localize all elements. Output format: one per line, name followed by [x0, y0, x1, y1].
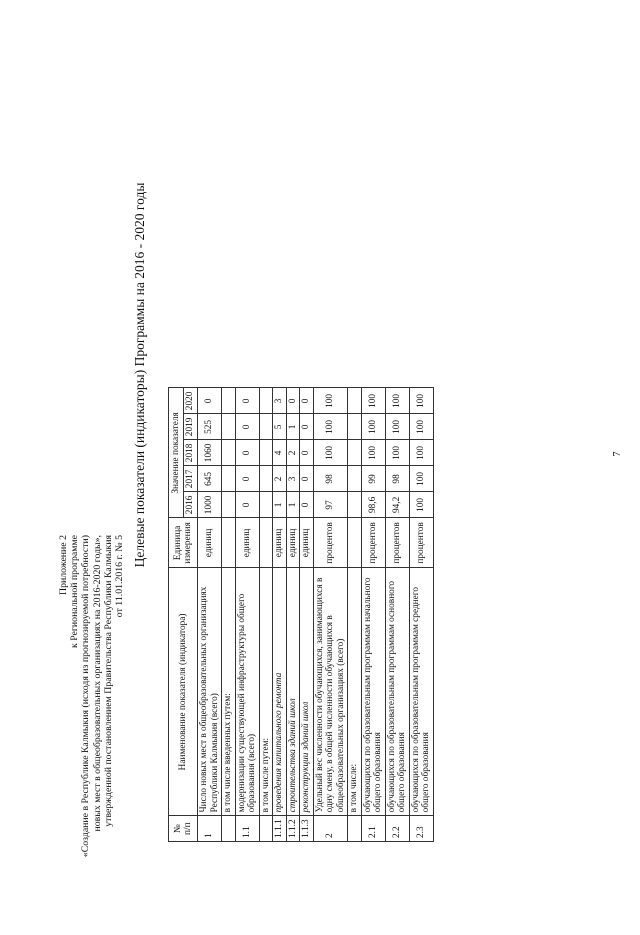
table-row — [361, 388, 385, 842]
value-cell: 1 — [273, 492, 287, 518]
value-cell: 100 — [409, 466, 433, 492]
row-number: 1.1 — [235, 816, 259, 842]
indicator-name: обучающихся по образовательным программам начального общего образования — [361, 568, 385, 816]
value-cell: 0 — [235, 466, 259, 492]
value-cell — [222, 440, 236, 466]
value-cell: 100 — [409, 440, 433, 466]
header-num-text: № п/п — [172, 822, 193, 835]
indicator-name: реконструкции зданий школ — [300, 568, 314, 816]
value-cell: 98,6 — [361, 492, 385, 518]
document-title: Целевые показатели (индикаторы) Программы на 2016 - 2020 годы — [132, 182, 147, 568]
value-cell: 1 — [286, 492, 300, 518]
header-unit: Единица измерения — [169, 518, 198, 568]
value-cell: 100 — [385, 414, 409, 440]
header-year: 2018 — [183, 440, 198, 466]
unit-cell: единиц — [198, 518, 222, 568]
unit-cell: процентов — [361, 518, 385, 568]
value-cell: 5 — [273, 414, 287, 440]
value-cell: 100 — [361, 440, 385, 466]
value-cell: 3 — [286, 466, 300, 492]
row-number: 2 — [313, 816, 348, 842]
value-cell: 2 — [273, 466, 287, 492]
value-cell: 4 — [273, 440, 287, 466]
value-cell — [348, 466, 362, 492]
value-cell — [348, 492, 362, 518]
table-row — [235, 388, 259, 842]
unit-cell: единиц — [286, 518, 300, 568]
value-cell — [259, 414, 273, 440]
header-num — [169, 816, 198, 842]
value-cell — [259, 466, 273, 492]
header-year: 2019 — [183, 414, 198, 440]
indicator-name: проведения капитального ремонта — [273, 568, 287, 816]
indicator-name: модернизации существующей инфраструктуры общего образования (всего) — [235, 568, 259, 816]
value-cell — [259, 440, 273, 466]
row-number: 2.1 — [361, 816, 385, 842]
value-cell: 2 — [286, 440, 300, 466]
row-number: 1.1.3 — [300, 816, 314, 842]
unit-cell — [348, 518, 362, 568]
unit-cell: единиц — [273, 518, 287, 568]
unit-cell: процентов — [385, 518, 409, 568]
indicators-table — [168, 387, 434, 842]
table-row — [198, 388, 222, 842]
value-cell: 100 — [409, 414, 433, 440]
unit-cell — [222, 518, 236, 568]
unit-cell: единиц — [235, 518, 259, 568]
table-row — [385, 388, 409, 842]
unit-cell: процентов — [313, 518, 348, 568]
value-cell: 0 — [300, 414, 314, 440]
value-cell: 100 — [385, 388, 409, 414]
value-cell: 100 — [313, 388, 348, 414]
indicator-name: обучающихся по образовательным программам среднего общего образования — [409, 568, 433, 816]
value-cell: 0 — [286, 388, 300, 414]
table-row — [300, 388, 314, 842]
indicator-name: в том числе: — [348, 568, 362, 816]
table-row — [222, 388, 236, 842]
value-cell: 1000 — [198, 492, 222, 518]
value-cell: 0 — [300, 492, 314, 518]
value-cell — [259, 388, 273, 414]
value-cell: 100 — [313, 440, 348, 466]
value-cell: 0 — [300, 388, 314, 414]
row-number: 2.3 — [409, 816, 433, 842]
value-cell: 0 — [300, 440, 314, 466]
indicator-name: в том числе путем: — [259, 568, 273, 816]
indicator-name: Число новых мест в общеобразовательных организациях Республики Калмыкия (всего) — [198, 568, 222, 816]
header-name: Наименование показателя (индикатора) — [169, 568, 198, 816]
header-year: 2017 — [183, 466, 198, 492]
value-cell: 94,2 — [385, 492, 409, 518]
value-cell: 0 — [198, 388, 222, 414]
annex-line: новых мест в общеобразовательных организациях на 2016-2020 годы», — [91, 535, 103, 832]
annex-line: утвержденной постановлением Правительства Республики Калмыкия — [102, 535, 114, 827]
value-cell — [259, 492, 273, 518]
annex-line: «Создание в Республике Калмыкия (исходя из прогнозируемой потребности) — [80, 535, 92, 858]
value-cell: 100 — [385, 440, 409, 466]
indicator-name: в том числе введенных путем: — [222, 568, 236, 816]
table-row — [313, 388, 348, 842]
row-number — [222, 816, 236, 842]
table-row — [286, 388, 300, 842]
row-number — [348, 816, 362, 842]
annex-line: Приложение 2 — [58, 535, 69, 595]
row-number: 1.1.1 — [273, 816, 287, 842]
annex-line: к Региональной программе — [69, 535, 81, 648]
value-cell — [222, 492, 236, 518]
row-number: 1.1.2 — [286, 816, 300, 842]
unit-cell — [259, 518, 273, 568]
value-cell: 0 — [235, 414, 259, 440]
value-cell: 100 — [313, 414, 348, 440]
unit-cell: процентов — [409, 518, 433, 568]
value-cell: 0 — [300, 466, 314, 492]
row-number: 2.2 — [385, 816, 409, 842]
value-cell: 645 — [198, 466, 222, 492]
table-row — [409, 388, 433, 842]
value-cell: 99 — [361, 466, 385, 492]
unit-cell: единиц — [300, 518, 314, 568]
indicator-name: Удельный вес численности обучающихся, занимающихся в одну смену, в общей численности обучающихся в общеобразовательных организациях (всего) — [313, 568, 348, 816]
table-row — [348, 388, 362, 842]
value-cell: 100 — [409, 492, 433, 518]
value-cell — [348, 414, 362, 440]
value-cell: 100 — [409, 388, 433, 414]
header-year: 2016 — [183, 492, 198, 518]
value-cell: 100 — [361, 414, 385, 440]
value-cell — [348, 388, 362, 414]
indicator-name: обучающихся по образовательным программам основного общего образования — [385, 568, 409, 816]
value-cell: 0 — [235, 388, 259, 414]
value-cell: 0 — [235, 440, 259, 466]
row-number: 1 — [198, 816, 222, 842]
indicators-body — [198, 388, 434, 842]
value-cell: 97 — [313, 492, 348, 518]
value-cell — [222, 466, 236, 492]
table-row — [259, 388, 273, 842]
indicator-name: строительства зданий школ — [286, 568, 300, 816]
value-cell — [222, 414, 236, 440]
header-values-group: Значение показателя — [169, 388, 184, 518]
header-year: 2020 — [183, 388, 198, 414]
value-cell: 1 — [286, 414, 300, 440]
value-cell: 98 — [313, 466, 348, 492]
row-number — [259, 816, 273, 842]
page-number: 7 — [612, 451, 623, 457]
value-cell: 3 — [273, 388, 287, 414]
annex-note — [58, 535, 125, 935]
value-cell: 1060 — [198, 440, 222, 466]
value-cell: 525 — [198, 414, 222, 440]
annex-line: от 11.01.2016 г. № 5 — [114, 535, 126, 618]
value-cell: 0 — [235, 492, 259, 518]
table-row — [273, 388, 287, 842]
value-cell — [222, 388, 236, 414]
value-cell — [348, 440, 362, 466]
value-cell: 100 — [361, 388, 385, 414]
value-cell: 98 — [385, 466, 409, 492]
